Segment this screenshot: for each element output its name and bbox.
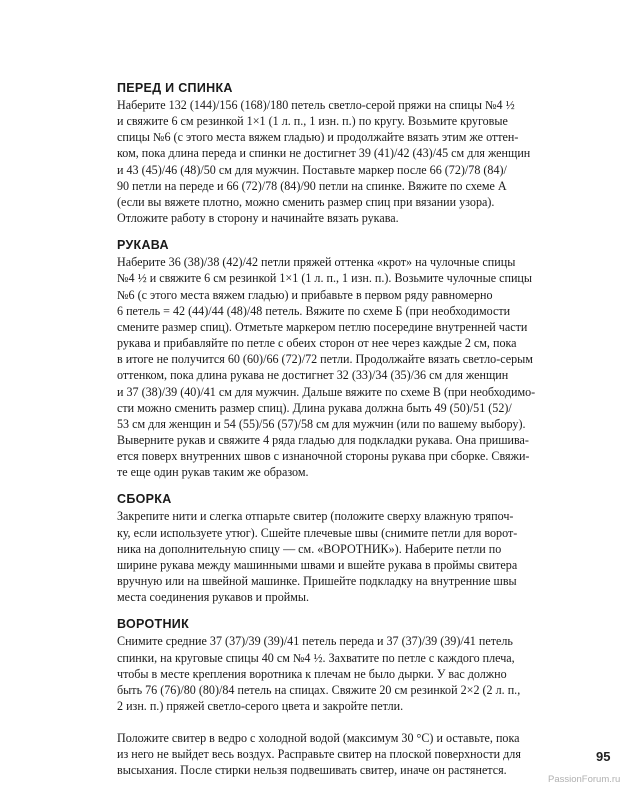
section-heading: ПЕРЕД И СПИНКА	[117, 81, 233, 95]
section-paragraph	[117, 633, 547, 714]
text-line: 90 петли на переде и 66 (72)/78 (84)/90 петли на спинке. Вяжите по схеме А	[117, 178, 507, 193]
text-line: №6 (с этого места вяжем гладью) и прибавьте в первом ряду равномерно	[117, 287, 493, 302]
text-line: и 43 (45)/46 (48)/50 см для мужчин. Поставьте маркер после 66 (72)/78 (84)/	[117, 162, 507, 177]
section-front-back	[117, 80, 547, 226]
text-line: Отложите работу в сторону и начинайте вязать рукава.	[117, 211, 399, 226]
watermark: PassionForum.ru	[548, 774, 621, 785]
section-heading: РУКАВА	[117, 238, 169, 253]
section-heading: СБОРКА	[117, 492, 172, 507]
text-line: Закрепите нити и слегка отпарьте свитер (положите сверху влажную тряпоч-	[117, 509, 514, 524]
text-line: ется поверх внутренних швов с изнаночной стороны рукава при сборке. Свяжи-	[117, 449, 530, 464]
text-line: смените размер спиц). Отметьте маркером петлю посередине внутренней части	[117, 319, 528, 334]
text-line: 53 см для женщин и 54 (55)/56 (57)/58 см для мужчин (или по вашему выбору).	[117, 416, 526, 431]
text-line: и свяжите 6 см резинкой 1×1 (1 л. п., 1 изн. п.) по кругу. Возьмите круговые	[117, 114, 508, 129]
text-line: и 37 (38)/39 (40)/41 см для мужчин. Дальше вяжите по схеме В (при необходимо-	[117, 384, 536, 399]
text-line: №4 ½ и свяжите 6 см резинкой 1×1 (1 л. п., 1 изн. п.). Возьмите чулочные спицы	[117, 271, 533, 286]
text-line: (если вы вяжете плотно, можно сменить размер спиц при вязании узора).	[117, 194, 495, 209]
text-line: Положите свитер в ведро с холодной водой (максимум 30 °С) и оставьте, пока	[117, 731, 520, 746]
text-line: места соединения рукавов и проймы.	[117, 590, 310, 605]
section-heading: ВОРОТНИК	[117, 617, 190, 632]
section-sleeves	[117, 237, 547, 480]
text-line: высыхания. После стирки нельзя подвешивать свитер, иначе он растянется.	[117, 763, 507, 778]
text-line: ширине рукава между машинными швами и вшейте рукава в проймы свитера	[117, 557, 518, 572]
text-line: вручную или на швейной машинке. Пришейте подкладку на внутренние швы	[117, 574, 517, 589]
section-paragraph	[117, 508, 547, 605]
page-number: 95	[596, 749, 611, 764]
text-line: в итоге не получится 60 (60)/66 (72)/72 петли. Продолжайте вязать светло-серым	[117, 352, 533, 367]
text-line: те еще один рукав таким же образом.	[117, 465, 309, 480]
text-line: ника на дополнительную спицу — см. «ВОРОТНИК»). Наберите петли по	[117, 541, 502, 556]
text-line: ком, пока длина переда и спинки не достигнет 39 (41)/42 (43)/45 см для женщин	[117, 146, 531, 161]
text-line: Наберите 36 (38)/38 (42)/42 петли пряжей оттенка «крот» на чулочные спицы	[117, 255, 516, 270]
text-line: из него не выйдет весь воздух. Расправьте свитер на плоской поверхности для	[117, 747, 521, 762]
text-line: чтобы в месте крепления воротника к плечам не было дырки. У вас должно	[117, 666, 507, 681]
section-paragraph	[117, 254, 547, 480]
text-line: быть 76 (76)/80 (80)/84 петель на спицах. Свяжите 20 см резинкой 2×2 (2 л. п.,	[117, 682, 521, 697]
text-line: Наберите 132 (144)/156 (168)/180 петель светло-серой пряжи на спицы №4 ½	[117, 98, 515, 112]
text-line: сти можно сменить размер спиц). Длина рукава должна быть 49 (50)/51 (52)/	[117, 400, 512, 415]
text-line: спицы №6 (с этого места вяжем гладью) и продолжайте вязать этим же оттен-	[117, 130, 519, 145]
section-washing	[117, 730, 547, 778]
text-line: Выверните рукав и свяжите 4 ряда гладью для подкладки рукава. Она пришива-	[117, 432, 529, 447]
text-line: Снимите средние 37 (37)/39 (39)/41 петель переда и 37 (37)/39 (39)/41 петель	[117, 634, 513, 649]
text-line: 6 петель = 42 (44)/44 (48)/48 петель. Вяжите по схеме Б (при необходимости	[117, 303, 511, 318]
text-line: ку, если используете утюг). Сшейте плечевые швы (снимите петли для ворот-	[117, 525, 518, 540]
text-line: 2 изн. п.) пряжей светло-серого цвета и закройте петли.	[117, 699, 404, 713]
text-line: рукава и прибавляйте по петле с обеих сторон от нее через каждые 2 см, пока	[117, 336, 517, 351]
section-paragraph	[117, 97, 547, 226]
text-line: спинки, на круговые спицы 40 см №4 ½. Захватите по петле с каждого плеча,	[117, 650, 515, 665]
section-collar	[117, 616, 547, 714]
section-assembly	[117, 491, 547, 605]
page-content	[117, 80, 547, 790]
text-line: оттенком, пока длина рукава не достигнет 32 (33)/34 (35)/36 см для женщин	[117, 368, 509, 383]
section-paragraph	[117, 730, 547, 778]
